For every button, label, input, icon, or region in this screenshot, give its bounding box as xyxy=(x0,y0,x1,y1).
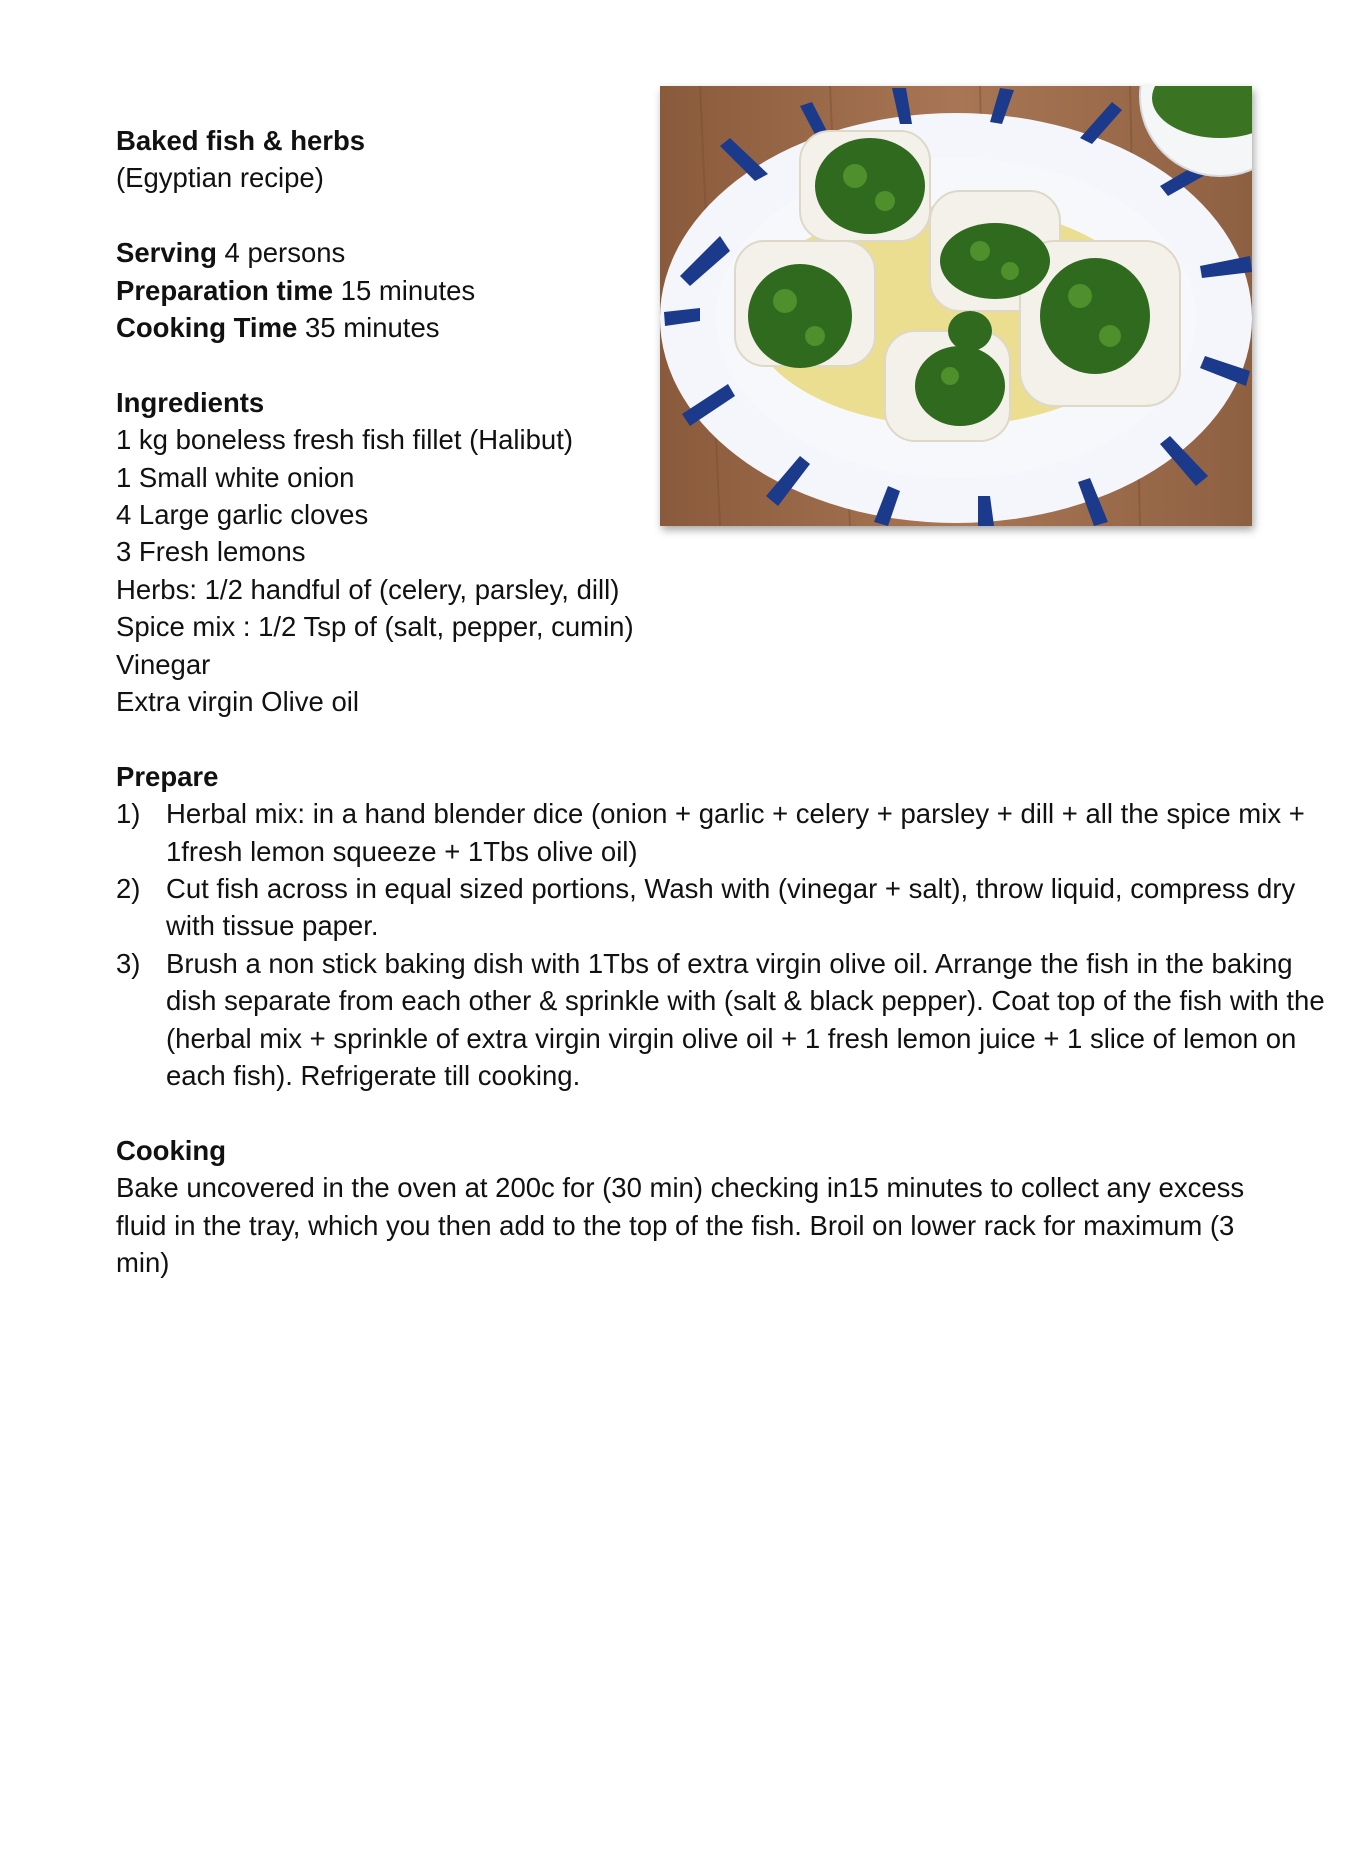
meta-value: 4 persons xyxy=(224,237,346,269)
ingredient-item: Vinegar xyxy=(116,648,211,680)
prepare-steps xyxy=(116,795,1325,1094)
recipe-title: Baked fish & herbs xyxy=(116,125,366,156)
ingredient-item: 4 Large garlic cloves xyxy=(116,499,369,531)
ingredients-heading: Ingredients xyxy=(116,386,265,418)
cooking-heading: Cooking xyxy=(116,1134,226,1166)
dish-photo xyxy=(660,86,1252,526)
step-number: 1) xyxy=(116,798,141,830)
ingredient-item: Extra virgin Olive oil xyxy=(116,686,359,718)
cooking-text: Bake uncovered in the oven at 200c for (30 min) checking in15 minutes to collect any excess fluid in the tray, which you then add to the top of the fish. Broil on lower rack for maximum (3 min) xyxy=(116,1172,1245,1279)
meta-label: Serving xyxy=(116,237,217,269)
ingredient-item: 1 Small white onion xyxy=(116,461,355,493)
prepare-step xyxy=(116,795,1346,870)
prepare-step xyxy=(116,870,1346,945)
meta-label: Cooking Time xyxy=(116,312,298,344)
step-text: Herbal mix: in a hand blender dice (onion + garlic + celery + parsley + dill + all the spice mix + 1fresh lemon squeeze + 1Tbs olive oil) xyxy=(166,798,1305,867)
spacer xyxy=(116,1095,1256,1132)
step-text: Brush a non stick baking dish with 1Tbs of extra virgin olive oil. Arrange the fish in the baking dish separate from each other & sprinkle with (salt & black pepper). Coat top of the fish with the (herbal mix + sprinkle of extra virgin virgin olive oil + 1 fresh lemon juice + 1 slice of lemon on each fish). Refrigerate till cooking. xyxy=(166,947,1325,1092)
dish-photo-illustration xyxy=(660,86,1252,526)
prepare-step xyxy=(116,945,1346,1095)
ingredient-item: 3 Fresh lemons xyxy=(116,536,306,568)
step-number: 2) xyxy=(116,873,141,905)
spacer xyxy=(116,720,1256,757)
meta-value: 15 minutes xyxy=(340,274,476,306)
ingredient-item: Spice mix : 1/2 Tsp of (salt, pepper, cumin) xyxy=(116,611,634,643)
step-number: 3) xyxy=(116,947,141,979)
prepare-heading: Prepare xyxy=(116,760,219,792)
ingredient-item: Herbs: 1/2 handful of (celery, parsley, dill) xyxy=(116,573,620,605)
meta-label: Preparation time xyxy=(116,274,334,306)
ingredient-item: 1 kg boneless fresh fish fillet (Halibut) xyxy=(116,424,574,456)
meta-value: 35 minutes xyxy=(304,312,440,344)
step-text: Cut fish across in equal sized portions, Wash with (vinegar + salt), throw liquid, compress dry with tissue paper. xyxy=(166,873,1296,942)
recipe-subtitle: (Egyptian recipe) xyxy=(116,162,324,194)
